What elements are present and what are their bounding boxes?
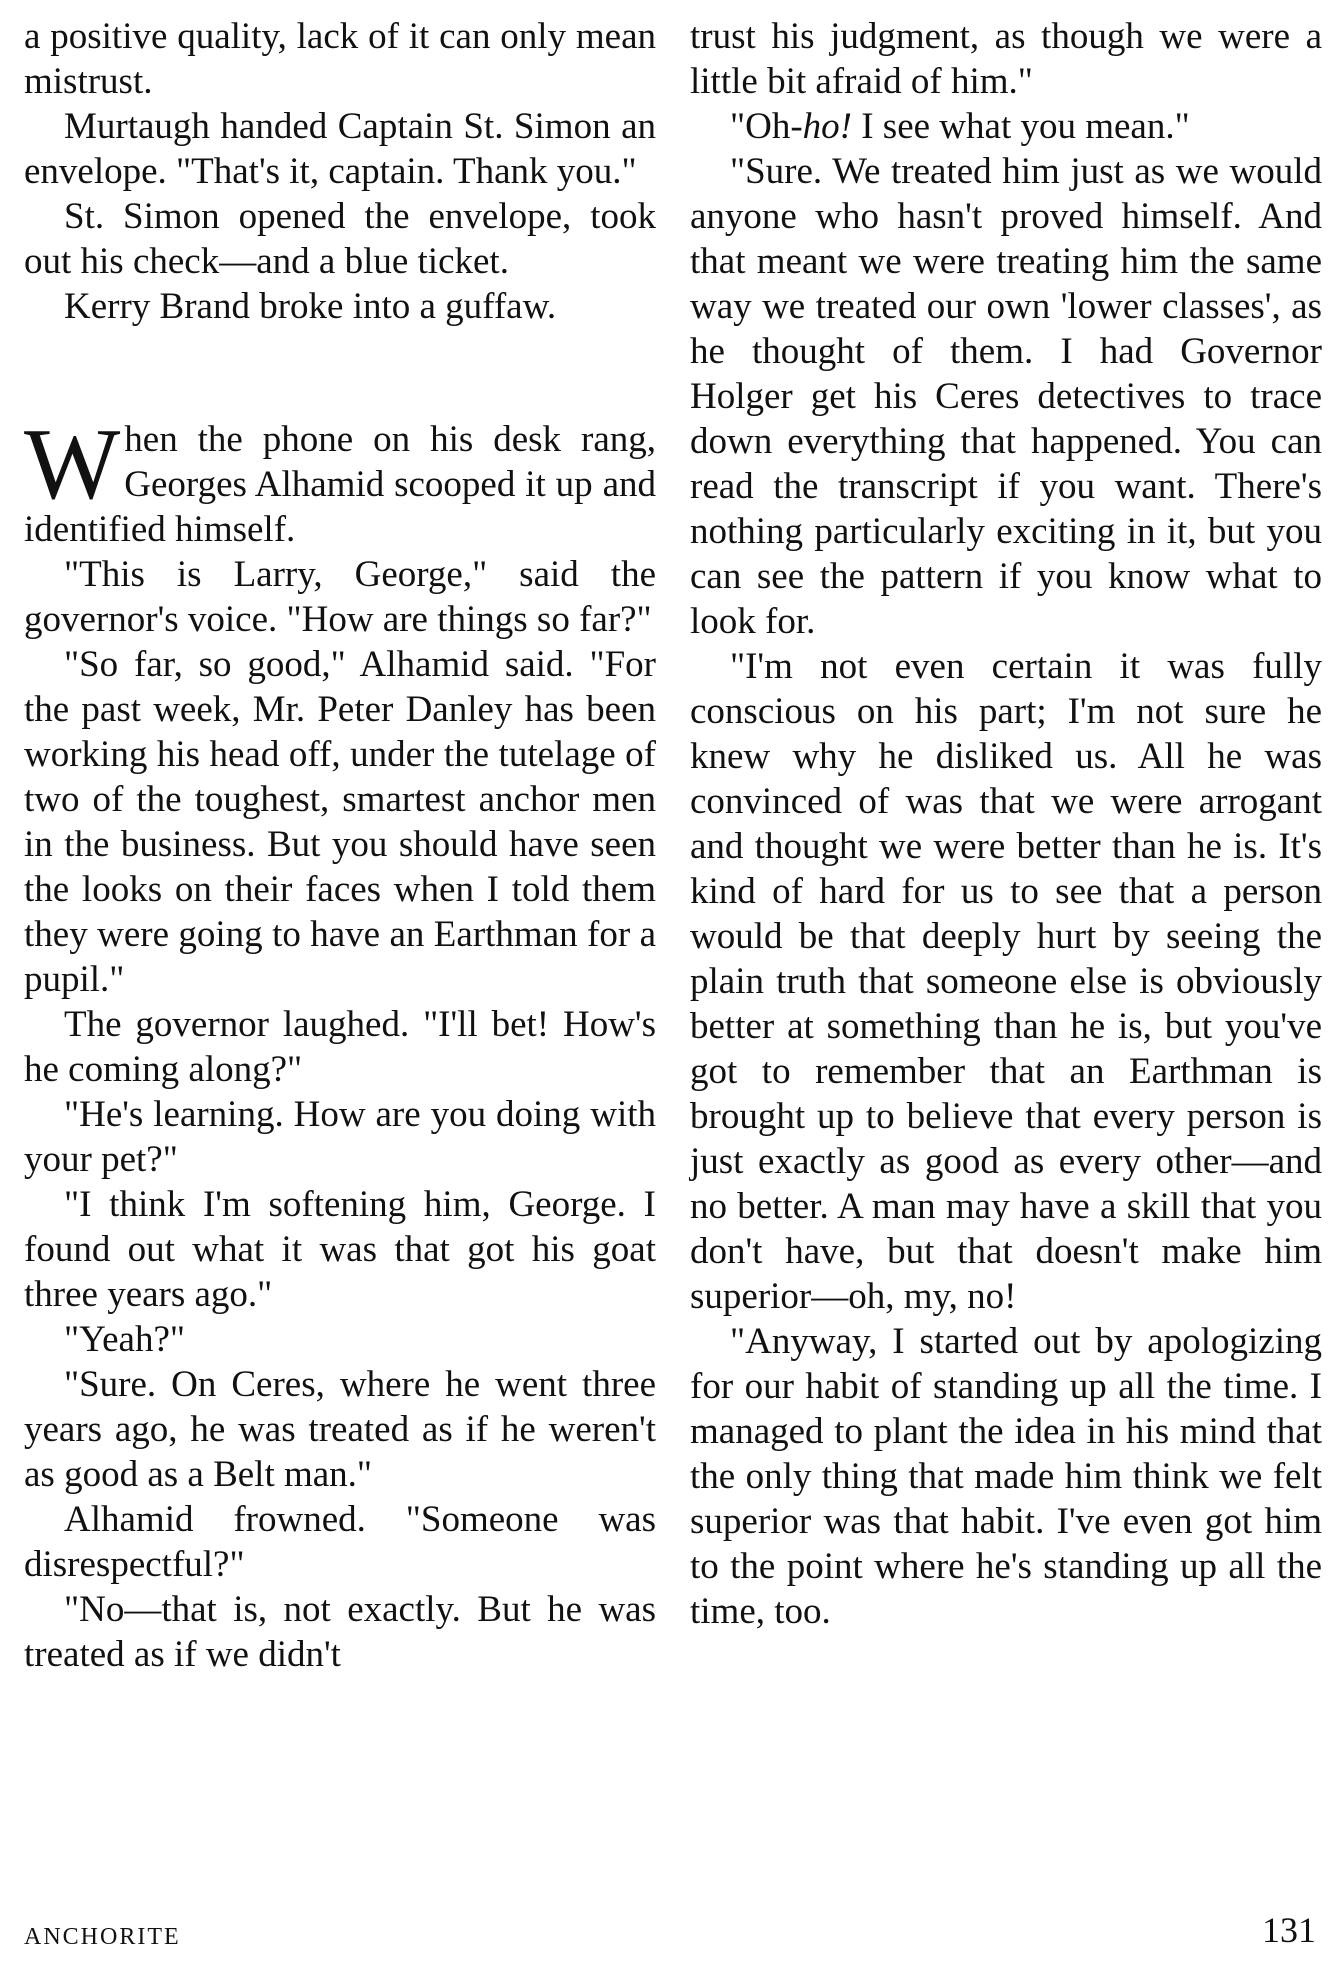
paragraph: "I'm not even certain it was fully conscious on his part; I'm not sure he knew why he disliked us. All he was convinced of was that we were arrogant and thought we were better than he is. It's kind of hard for us to see that a person would be that deeply hurt by seeing the plain truth that someone else is obviously better at something than he is, but you've got to remember that an Earthman is brought up to believe that every person is just exactly as good as every other—and no better. A man may have a skill that you don't have, but that doesn't make him superior—oh, my, no! xyxy=(690,646,1322,1317)
paragraph: a positive quality, lack of it can only mean mistrust. xyxy=(24,16,656,102)
page-number: 131 xyxy=(1262,1910,1316,1950)
paragraph: "Anyway, I started out by apologizing for our habit of standing up all the time. I managed to plant the idea in his mind that the only thing that made him think we felt superior was that habit. I've even got him to the point where he's standing up all the time, too. xyxy=(690,1321,1322,1632)
running-title: ANCHORITE xyxy=(24,1924,181,1950)
drop-cap: W xyxy=(24,408,121,521)
paragraph: trust his judgment, as though we were a little bit afraid of him." xyxy=(690,16,1322,102)
paragraph xyxy=(690,104,1322,149)
paragraph: St. Simon opened the envelope, took out his check—and a blue ticket. xyxy=(24,196,656,282)
paragraph: Alhamid frowned. "Someone was disrespectful?" xyxy=(24,1499,656,1585)
paragraph: "No—that is, not exactly. But he was treated as if we didn't xyxy=(24,1589,656,1675)
paragraph: Kerry Brand broke into a guffaw. xyxy=(64,286,557,327)
paragraph: Murtaugh handed Captain St. Simon an envelope. "That's it, captain. Thank you." xyxy=(24,106,656,192)
paragraph: "Sure. We treated him just as we would anyone who hasn't proved himself. And that meant we were treating him the same way we treated our own 'lower classes', as he thought of them. I had Governor Holger get his Ceres detectives to trace down everything that happened. You can read the transcript if you want. There's nothing particularly exciting in it, but you can see the pattern if you know what to look for. xyxy=(690,151,1322,642)
paragraph: "I think I'm softening him, George. I found out what it was that got his goat three years ago." xyxy=(24,1184,656,1315)
paragraph: The governor laughed. "I'll bet! How's he coming along?" xyxy=(24,1004,656,1090)
emphasis: ho! xyxy=(802,106,852,147)
left-text-column xyxy=(24,14,656,1677)
right-text-column xyxy=(690,14,1322,1634)
paragraph: "This is Larry, George," said the governor's voice. "How are things so far?" xyxy=(24,554,656,640)
paragraph: "So far, so good," Alhamid said. "For the past week, Mr. Peter Danley has been working his head off, under the tutelage of two of the toughest, smartest anchor men in the business. But you should have seen the looks on their faces when I told them they were going to have an Earthman for a pupil." xyxy=(24,644,656,1000)
paragraph: "Sure. On Ceres, where he went three years ago, he was treated as if he weren't as good as a Belt man." xyxy=(24,1364,656,1495)
section-break xyxy=(24,329,656,417)
paragraph-text: hen the phone on his desk rang, Georges Alhamid scooped it up and identified himself. xyxy=(24,419,656,550)
paragraph: "He's learning. How are you doing with your pet?" xyxy=(24,1094,656,1180)
section-opening-paragraph xyxy=(24,408,656,552)
paragraph: "Yeah?" xyxy=(64,1319,185,1360)
paragraph-text: "Oh- xyxy=(730,106,803,147)
paragraph-text: I see what you mean." xyxy=(851,106,1190,147)
